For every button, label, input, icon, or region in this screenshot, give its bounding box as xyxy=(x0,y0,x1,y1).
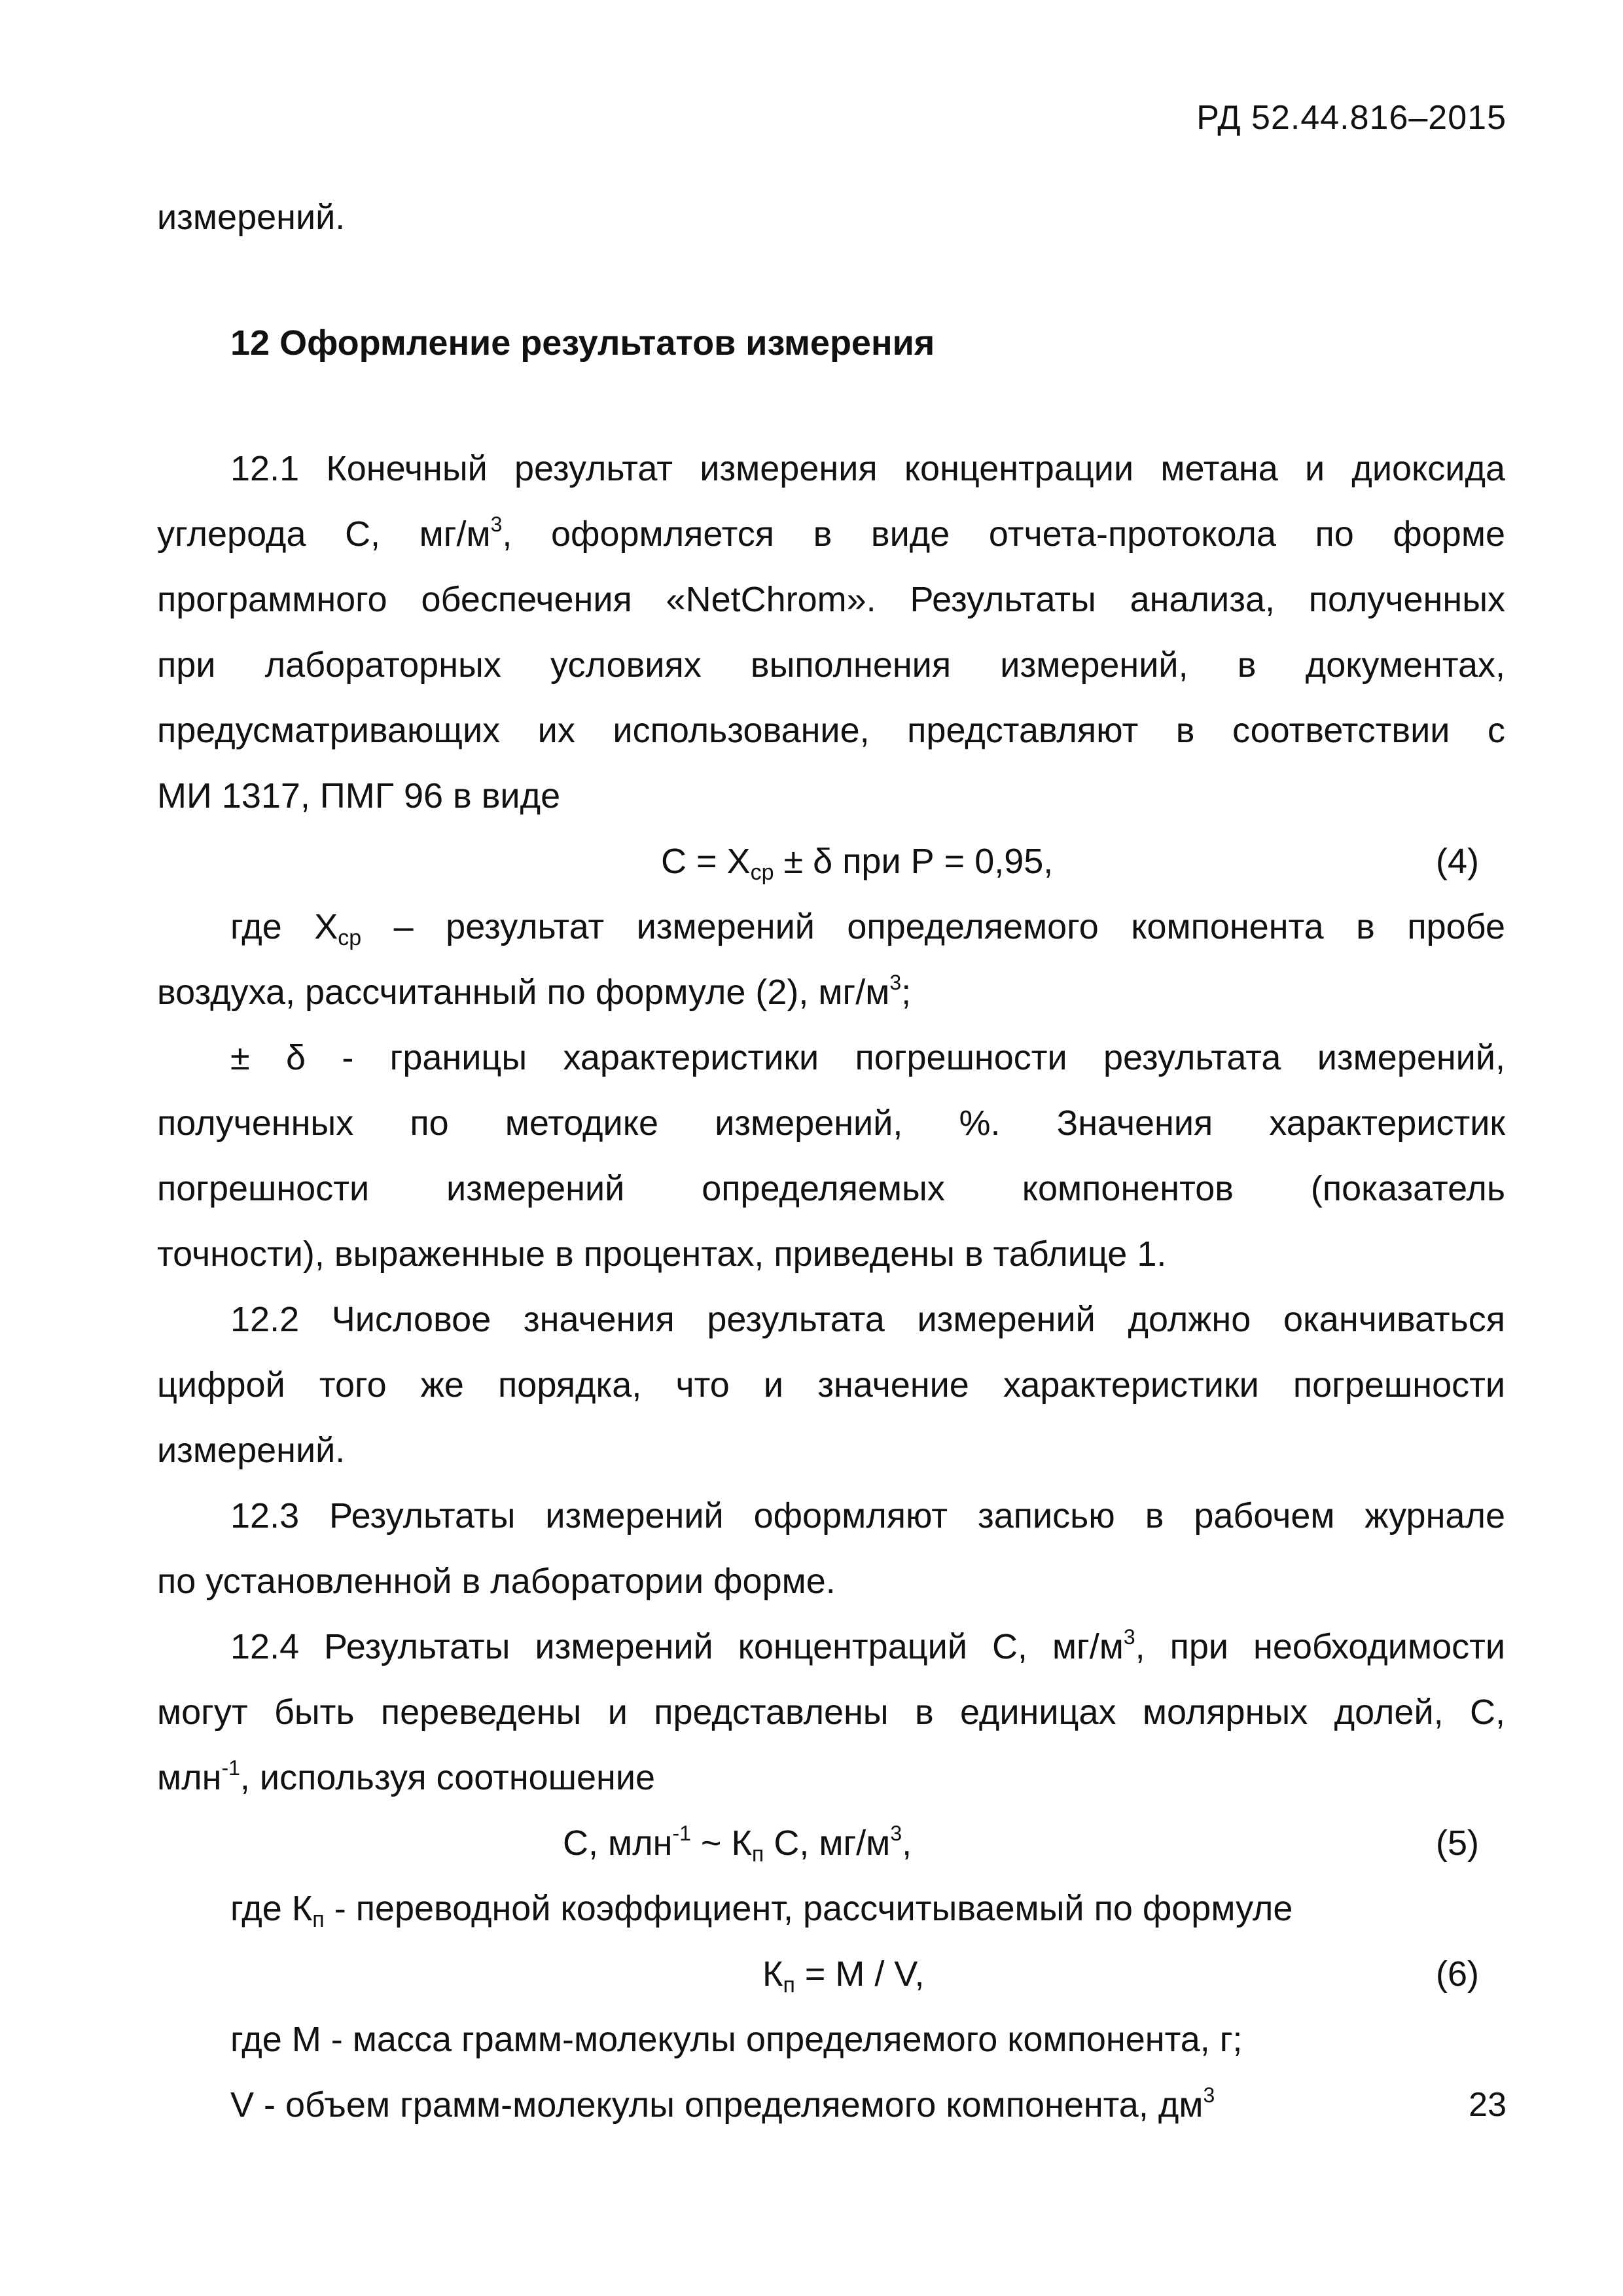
page-body xyxy=(157,185,1505,2138)
where-6-mass-line: где М - масса грамм-молекулы определяемого компонента, г; xyxy=(230,2020,1243,2059)
formula-6-expression: $К_п = М / V$, xyxy=(762,1954,925,1998)
delta-definition-line-1: ± δ - границы характеристики погрешности результата измерений, xyxy=(230,1038,1505,1077)
paragraph-12-3-line-2: по установленной в лаборатории форме. xyxy=(157,1562,836,1601)
paragraph-12-4-line-3: млн$^{-1}$, используя соотношение xyxy=(157,1756,656,1797)
paragraph-12-1-line-1: 12.1 Конечный результат измерения концентрации метана и диоксида xyxy=(230,449,1505,488)
paragraph-12-1-line-3: программного обеспечения «NetChrom». Результаты анализа, полученных xyxy=(157,580,1505,619)
where-4-line-2: воздуха, рассчитанный по формуле (2), $мг/м^3$; xyxy=(157,971,912,1012)
paragraph-12-4-line-1: 12.4 Результаты измерений концентраций С, $мг/м^3$, при необходимости xyxy=(230,1625,1506,1666)
where-5-line: где $К_п$ - переводной коэффициент, рассчитываемый по формуле xyxy=(230,1889,1293,1932)
formula-6-number: (6) xyxy=(1436,1954,1479,1994)
where-6-volume-line: V - объем грамм-молекулы определяемого компонента, $дм^3$ xyxy=(230,2083,1215,2125)
formula-5-expression: С, млн$^{-1}$ ~ $К_п$ С, $мг/м^3$, xyxy=(563,1821,912,1867)
formula-6 xyxy=(157,1941,1505,2007)
paragraph-12-1-line-4: при лабораторных условиях выполнения измерений, в документах, xyxy=(157,645,1505,685)
formula-4-number: (4) xyxy=(1436,842,1479,881)
document-code-header: РД 52.44.816–2015 xyxy=(1196,99,1507,137)
continuation-text: измерений. xyxy=(157,198,346,237)
formula-4-expression: $С = X_{ср} \pm \delta$ при Р = 0,95, xyxy=(661,842,1054,885)
formula-5 xyxy=(157,1810,1505,1876)
paragraph-12-2-line-1: 12.2 Числовое значения результата измерений должно оканчиваться xyxy=(230,1300,1505,1339)
paragraph-12-1-line-2: углерода С, $мг/м^3$, оформляется в виде отчета-протокола по форме xyxy=(157,512,1505,554)
delta-definition-line-3: погрешности измерений определяемых компонентов (показатель xyxy=(157,1169,1505,1208)
paragraph-12-1-line-5: предусматривающих их использование, представляют в соответствии с xyxy=(157,711,1505,750)
delta-definition-line-4: точности), выраженные в процентах, приведены в таблице 1. xyxy=(157,1234,1167,1274)
where-4-line-1: где $X_{ср}$ – результат измерений определяемого компонента в пробе xyxy=(230,907,1505,950)
paragraph-12-2-line-2: цифрой того же порядка, что и значение характеристики погрешности xyxy=(157,1365,1505,1405)
paragraph-12-4-line-2: могут быть переведены и представлены в единицах молярных долей, С, xyxy=(157,1693,1505,1732)
formula-5-number: (5) xyxy=(1436,1823,1479,1863)
formula-4 xyxy=(157,829,1505,894)
delta-definition-line-2: полученных по методике измерений, %. Значения характеристик xyxy=(157,1103,1505,1143)
paragraph-12-1-line-6: МИ 1317, ПМГ 96 в виде xyxy=(157,776,561,816)
page-number: 23 xyxy=(1469,2086,1507,2124)
paragraph-12-3-line-1: 12.3 Результаты измерений оформляют записью в рабочем журнале xyxy=(230,1496,1505,1535)
section-heading: 12 Оформление результатов измерения xyxy=(230,323,935,363)
paragraph-12-2-line-3: измерений. xyxy=(157,1431,346,1470)
